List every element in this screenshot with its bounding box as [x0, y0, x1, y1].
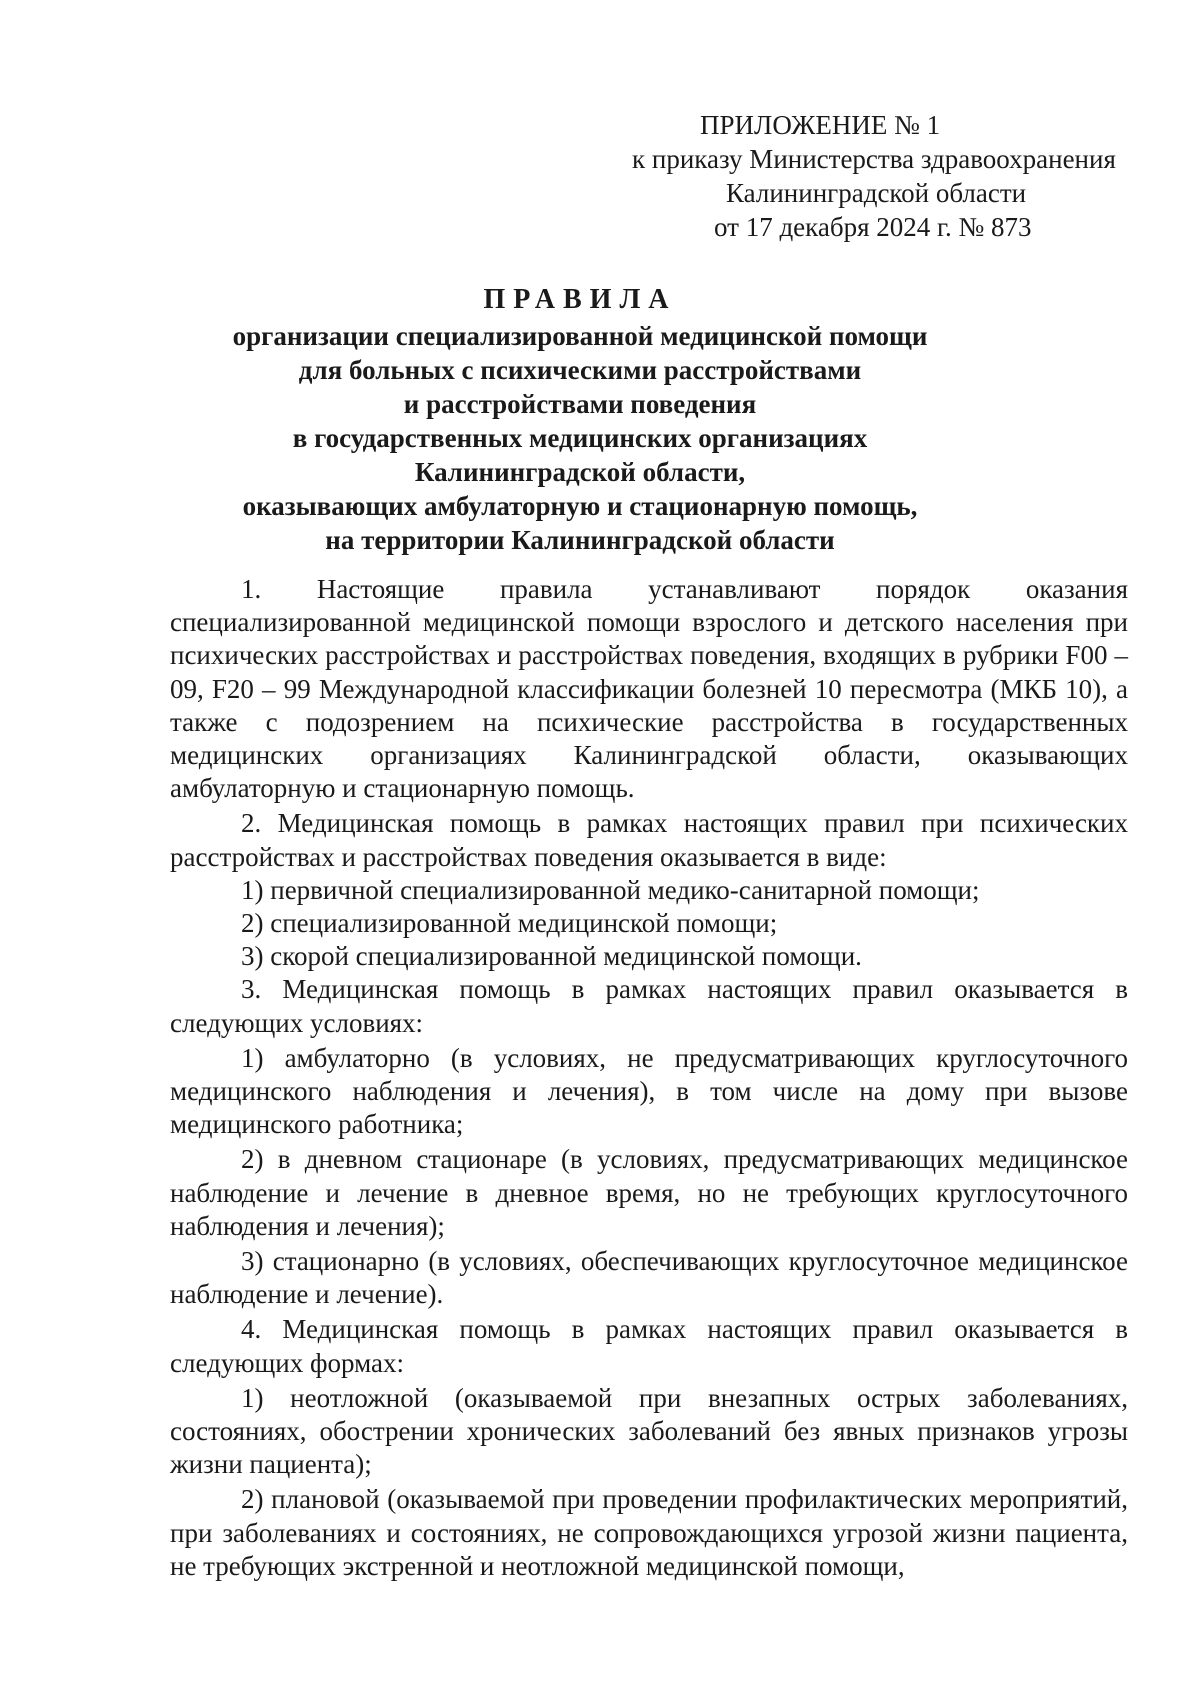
title-word: ПРАВИЛА: [483, 284, 677, 315]
list-item: 2) в дневном стационаре (в условиях, предусматривающих медицинское наблюдение и лечение в дневное время, но не требующих круглосуточного наблюдения и лечения);: [170, 1144, 1128, 1241]
paragraph-2: 2. Медицинская помощь в рамках настоящих правил при психических расстройствах и расстройствах поведения оказывается в виде:: [170, 808, 1128, 872]
title-line: на территории Калининградской области: [325, 525, 835, 555]
paragraph-4: 4. Медицинская помощь в рамках настоящих правил оказывается в следующих формах:: [170, 1314, 1128, 1378]
paragraph-3: 3. Медицинская помощь в рамках настоящих правил оказывается в следующих условиях:: [170, 974, 1128, 1038]
list-item: 1) неотложной (оказываемой при внезапных острых заболеваниях, состояниях, обострении хронических заболеваний без явных признаков угрозы жизни пациента);: [170, 1382, 1128, 1480]
paragraph-1: 1. Настоящие правила устанавливают порядок оказания специализированной медицинской помощи взрослого и детского населения при психических расстройствах и расстройствах поведения, входящих в рубрики F00 – 09, F20 – 99 Международной классификации болезней 10 пересмотра (МКБ 10), а также с подозрением на психические расстройства в государственных медицинских организациях Калининградской области, оказывающих амбулаторную и стационарную помощь.: [170, 574, 1128, 804]
list-item: 3) скорой специализированной медицинской помощи.: [241, 941, 862, 972]
document-title: [200, 283, 960, 557]
annex-region: Калининградской области: [726, 178, 1027, 208]
list-item: 3) стационарно (в условиях, обеспечивающих круглосуточное медицинское наблюдение и лечение).: [170, 1246, 1128, 1310]
list-item: 1) первичной специализированной медико-санитарной помощи;: [241, 874, 980, 905]
title-line: в государственных медицинских организациях: [292, 423, 868, 453]
title-line: для больных с психическими расстройствами: [298, 355, 862, 385]
title-line: Калининградской области,: [414, 457, 746, 487]
title-line: организации специализированной медицинской помощи: [232, 321, 928, 351]
annex-header: [560, 108, 1120, 244]
annex-date: от 17 декабря 2024 г. № 873: [714, 212, 1032, 242]
annex-number: ПРИЛОЖЕНИЕ № 1: [700, 110, 941, 140]
list-item: 2) плановой (оказываемой при проведении профилактических мероприятий, при заболеваниях и состояниях, не сопровождающихся угрозой жизни пациента, не требующих экстренной и неотложной медицинской помощи,: [170, 1484, 1128, 1581]
annex-order-ref: к приказу Министерства здравоохранения: [632, 144, 1116, 174]
document-body: [170, 573, 1128, 1583]
title-line: оказывающих амбулаторную и стационарную помощь,: [242, 491, 918, 521]
title-line: и расстройствами поведения: [403, 389, 757, 419]
list-item: 2) специализированной медицинской помощи;: [241, 908, 778, 939]
list-item: 1) амбулаторно (в условиях, не предусматривающих круглосуточного медицинского наблюдения и лечения), в том числе на дому при вызове медицинского работника;: [170, 1042, 1128, 1140]
